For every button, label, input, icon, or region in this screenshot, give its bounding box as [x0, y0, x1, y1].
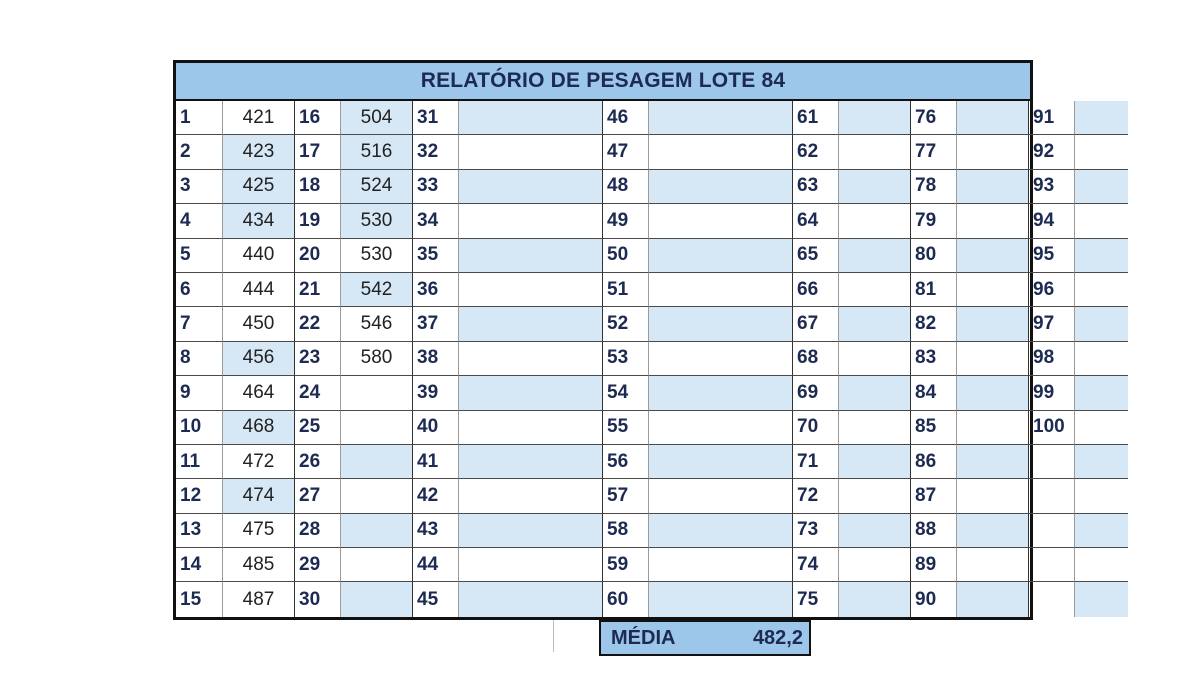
entry-weight	[956, 411, 1028, 445]
entry-number: 38	[412, 342, 458, 376]
entry-number: 40	[412, 411, 458, 445]
entry-number: 41	[412, 445, 458, 479]
entry-weight: 475	[222, 514, 294, 548]
entry-weight	[648, 582, 792, 616]
report-title: RELATÓRIO DE PESAGEM LOTE 84	[176, 63, 1030, 101]
entry-number: 21	[294, 273, 340, 307]
entry-number: 11	[176, 445, 222, 479]
entry-number: 29	[294, 548, 340, 582]
entry-weight	[340, 514, 412, 548]
entry-number: 47	[602, 135, 648, 169]
entry-weight	[340, 376, 412, 410]
entry-number: 23	[294, 342, 340, 376]
entry-weight	[956, 170, 1028, 204]
entry-weight	[1074, 514, 1128, 548]
entry-number: 98	[1028, 342, 1074, 376]
entry-weight	[458, 204, 602, 238]
entry-weight	[340, 548, 412, 582]
entry-number: 35	[412, 239, 458, 273]
entry-number: 15	[180, 588, 202, 610]
entry-weight	[340, 445, 412, 479]
entry-number: 63	[792, 170, 838, 204]
entry-weight	[956, 376, 1028, 410]
entry-number: 16	[294, 101, 340, 135]
entry-number: 6	[176, 273, 222, 307]
entry-number: 28	[294, 514, 340, 548]
entry-number: 20	[294, 239, 340, 273]
entry-weight	[1074, 307, 1128, 341]
entry-number: 81	[910, 273, 956, 307]
entry-number: 85	[910, 411, 956, 445]
entry-number: 52	[602, 307, 648, 341]
entry-weight	[838, 342, 910, 376]
entry-weight: 434	[222, 204, 294, 238]
entry-number: 93	[1028, 170, 1074, 204]
entry-weight	[956, 342, 1028, 376]
entry-weight	[648, 479, 792, 513]
entry-number: 1	[176, 101, 222, 135]
entry-number: 72	[792, 479, 838, 513]
entry-number: 27	[294, 479, 340, 513]
entry-number: 69	[792, 376, 838, 410]
entry-weight	[956, 273, 1028, 307]
entry-weight	[648, 376, 792, 410]
entry-weight	[1074, 376, 1128, 410]
entry-number	[1028, 582, 1074, 616]
entry-weight	[838, 445, 910, 479]
entry-weight: 524	[340, 170, 412, 204]
entry-weight	[956, 582, 1028, 616]
entry-number: 87	[910, 479, 956, 513]
entry-number: 18	[294, 170, 340, 204]
entry-weight	[1074, 273, 1128, 307]
entry-weight	[1074, 135, 1128, 169]
entry-number: 33	[412, 170, 458, 204]
entry-weight	[458, 307, 602, 341]
entry-weight	[838, 411, 910, 445]
entry-weight	[458, 445, 602, 479]
entry-weight	[838, 273, 910, 307]
entry-number: 17	[294, 135, 340, 169]
entry-number: 53	[602, 342, 648, 376]
entry-weight: 472	[222, 445, 294, 479]
entry-number: 76	[910, 101, 956, 135]
entry-weight	[648, 204, 792, 238]
average-value: 482,2	[752, 626, 803, 649]
entry-weight: 468	[222, 411, 294, 445]
entry-number: 51	[602, 273, 648, 307]
entry-number: 83	[910, 342, 956, 376]
entry-number: 39	[412, 376, 458, 410]
entry-number: 89	[910, 548, 956, 582]
entry-weight	[648, 170, 792, 204]
entry-number: 67	[792, 307, 838, 341]
entry-weight: 425	[222, 170, 294, 204]
entry-weight: 504	[340, 101, 412, 135]
entry-number: 92	[1028, 135, 1074, 169]
entry-number: 86	[910, 445, 956, 479]
entry-number: 90	[910, 582, 956, 616]
entry-number: 91	[1028, 101, 1074, 135]
entry-weight	[838, 514, 910, 548]
entry-weight	[956, 548, 1028, 582]
entry-number: 48	[602, 170, 648, 204]
entry-number: 9	[176, 376, 222, 410]
entry-number: 43	[412, 514, 458, 548]
entry-weight	[648, 101, 792, 135]
entry-weight	[458, 273, 602, 307]
entry-number: 25	[294, 411, 340, 445]
entry-number: 54	[602, 376, 648, 410]
entry-number: 8	[176, 342, 222, 376]
entry-weight	[838, 239, 910, 273]
entry-number	[1028, 514, 1074, 548]
entry-number: 100	[1028, 411, 1074, 445]
entry-number: 99	[1028, 376, 1074, 410]
entry-number: 5	[176, 239, 222, 273]
entry-number: 4	[176, 204, 222, 238]
entry-weight	[340, 582, 412, 616]
entry-number: 22	[294, 307, 340, 341]
entry-weight	[458, 239, 602, 273]
divider-line	[553, 620, 554, 652]
entry-weight	[458, 548, 602, 582]
entry-number: 32	[412, 135, 458, 169]
entry-number: 65	[792, 239, 838, 273]
entry-number: 3	[176, 170, 222, 204]
entry-weight	[1074, 101, 1128, 135]
entry-number: 55	[602, 411, 648, 445]
entry-number: 7	[176, 307, 222, 341]
entry-number: 49	[602, 204, 648, 238]
entry-weight	[648, 445, 792, 479]
entry-number: 24	[294, 376, 340, 410]
entry-number: 36	[412, 273, 458, 307]
entry-weight: 530	[340, 239, 412, 273]
entry-weight	[648, 135, 792, 169]
entry-number	[1028, 548, 1074, 582]
entry-number: 95	[1028, 239, 1074, 273]
entry-weight: 423	[222, 135, 294, 169]
entry-number: 60	[602, 582, 648, 616]
entry-number: 71	[792, 445, 838, 479]
entry-weight	[648, 239, 792, 273]
entry-number: 70	[792, 411, 838, 445]
entry-number: 30	[294, 582, 340, 616]
entry-number	[1028, 479, 1074, 513]
entry-weight	[648, 514, 792, 548]
entry-number: 59	[602, 548, 648, 582]
entry-weight: 580	[340, 342, 412, 376]
entry-weight	[1074, 204, 1128, 238]
entry-weight: 485	[222, 548, 294, 582]
entry-weight	[340, 479, 412, 513]
entry-number: 46	[602, 101, 648, 135]
entry-weight	[458, 135, 602, 169]
entry-weight	[956, 445, 1028, 479]
entry-number: 66	[792, 273, 838, 307]
entry-number: 61	[792, 101, 838, 135]
entry-number: 62	[792, 135, 838, 169]
entry-weight: 487	[222, 582, 294, 616]
entry-number: 57	[602, 479, 648, 513]
weights-grid	[176, 101, 1065, 617]
entry-weight	[1074, 239, 1128, 273]
entry-weight	[838, 479, 910, 513]
entry-number: 42	[412, 479, 458, 513]
entry-number: 88	[910, 514, 956, 548]
entry-weight	[458, 514, 602, 548]
entry-weight	[458, 342, 602, 376]
entry-weight: 444	[222, 273, 294, 307]
average-summary	[599, 620, 811, 656]
entry-number: 45	[412, 582, 458, 616]
entry-number: 96	[1028, 273, 1074, 307]
entry-weight	[956, 239, 1028, 273]
entry-number: 78	[910, 170, 956, 204]
entry-weight	[1074, 411, 1128, 445]
entry-weight	[1074, 548, 1128, 582]
entry-weight	[648, 411, 792, 445]
entry-number: 12	[176, 479, 222, 513]
entry-number: 79	[910, 204, 956, 238]
entry-number: 56	[602, 445, 648, 479]
entry-number: 74	[792, 548, 838, 582]
average-label: MÉDIA	[611, 626, 676, 649]
entry-weight: 421	[222, 101, 294, 135]
entry-weight	[956, 479, 1028, 513]
entry-weight: 530	[340, 204, 412, 238]
entry-weight	[1074, 342, 1128, 376]
entry-weight	[458, 479, 602, 513]
entry-number: 82	[910, 307, 956, 341]
entry-weight	[838, 204, 910, 238]
entry-number: 97	[1028, 307, 1074, 341]
entry-weight	[956, 101, 1028, 135]
entry-weight	[458, 170, 602, 204]
entry-weight	[956, 135, 1028, 169]
entry-weight	[648, 273, 792, 307]
entry-weight	[1074, 479, 1128, 513]
entry-weight	[838, 582, 910, 616]
entry-number: 58	[602, 514, 648, 548]
weighing-report-table	[173, 60, 1065, 620]
entry-number: 94	[1028, 204, 1074, 238]
entry-weight	[956, 204, 1028, 238]
entry-weight	[1074, 170, 1128, 204]
entry-number: 44	[412, 548, 458, 582]
entry-weight	[458, 582, 602, 616]
entry-weight	[458, 411, 602, 445]
entry-number	[1028, 445, 1074, 479]
entry-weight: 516	[340, 135, 412, 169]
entry-number: 37	[412, 307, 458, 341]
entry-weight: 440	[222, 239, 294, 273]
entry-number: 2	[176, 135, 222, 169]
entry-number: 80	[910, 239, 956, 273]
entry-number: 84	[910, 376, 956, 410]
entry-weight	[648, 342, 792, 376]
entry-weight	[1074, 445, 1128, 479]
entry-number: 14	[176, 548, 222, 582]
entry-weight	[838, 135, 910, 169]
entry-number: 64	[792, 204, 838, 238]
entry-weight	[340, 411, 412, 445]
entry-weight	[1074, 582, 1128, 616]
entry-number: 10	[176, 411, 222, 445]
entry-weight	[838, 376, 910, 410]
entry-number: 77	[910, 135, 956, 169]
entry-weight: 456	[222, 342, 294, 376]
entry-weight	[838, 307, 910, 341]
entry-weight: 546	[340, 307, 412, 341]
entry-weight	[956, 514, 1028, 548]
entry-number: 26	[294, 445, 340, 479]
entry-weight	[838, 548, 910, 582]
entry-number: 68	[792, 342, 838, 376]
entry-number: 50	[602, 239, 648, 273]
entry-number: 13	[176, 514, 222, 548]
entry-number: 75	[792, 582, 838, 616]
entry-weight: 474	[222, 479, 294, 513]
entry-number: 31	[412, 101, 458, 135]
entry-weight	[458, 376, 602, 410]
entry-weight: 542	[340, 273, 412, 307]
entry-number: 19	[294, 204, 340, 238]
entry-weight	[838, 101, 910, 135]
entry-number: 34	[412, 204, 458, 238]
entry-weight: 464	[222, 376, 294, 410]
entry-number: 73	[792, 514, 838, 548]
entry-weight: 450	[222, 307, 294, 341]
entry-weight	[838, 170, 910, 204]
entry-weight	[458, 101, 602, 135]
entry-weight	[956, 307, 1028, 341]
entry-weight	[648, 307, 792, 341]
entry-weight	[648, 548, 792, 582]
